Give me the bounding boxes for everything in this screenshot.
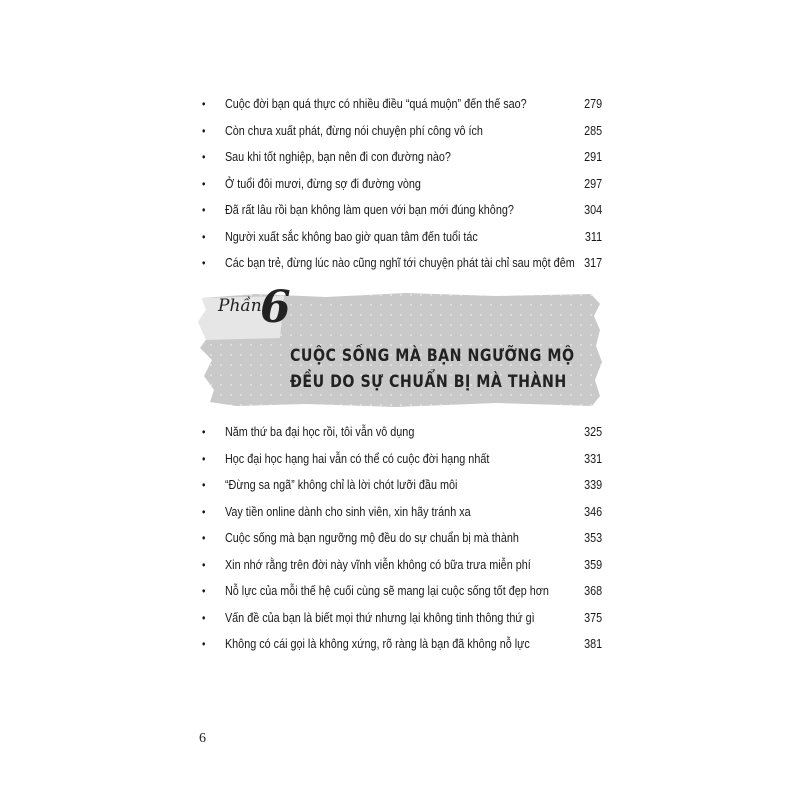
- bullet: •: [202, 531, 206, 545]
- part-banner: [196, 282, 606, 410]
- toc-entry[interactable]: [202, 451, 602, 478]
- bullet: •: [202, 150, 206, 164]
- toc-entry-title: Không có cái gọi là không xứng, rõ ràng là bạn đã không nỗ lực: [224, 636, 530, 651]
- toc-entry-title: Nỗ lực của mỗi thế hệ cuối cùng sẽ mang lại cuộc sống tốt đẹp hơn: [224, 583, 549, 598]
- toc-entry[interactable]: [202, 424, 602, 451]
- bullet: •: [202, 203, 206, 217]
- toc-entry[interactable]: [202, 583, 602, 610]
- part-label: Phần: [218, 296, 262, 316]
- bullet: •: [202, 451, 206, 466]
- toc-entry[interactable]: [202, 477, 602, 504]
- toc-entry[interactable]: [202, 149, 602, 176]
- toc-entry[interactable]: [202, 202, 602, 229]
- toc-entry-title: Học đại học hạng hai vẫn có thể có cuộc đời hạng nhất: [224, 450, 490, 466]
- toc-entry-title: Đã rất lâu rồi bạn không làm quen với bạn mới đúng không?: [224, 202, 514, 217]
- toc-entry-title: Cuộc đời bạn quá thực có nhiều điều “quá muộn” đến thế sao?: [224, 96, 527, 111]
- bullet: •: [202, 478, 206, 492]
- toc-entry-page: 346: [584, 503, 603, 519]
- toc-entry-page: 353: [584, 530, 603, 545]
- toc-entry[interactable]: [202, 176, 602, 203]
- toc-entry[interactable]: [202, 610, 602, 637]
- toc-entry-title: Các bạn trẻ, đừng lúc nào cũng nghĩ tới chuyện phát tài chỉ sau một đêm: [224, 255, 575, 270]
- toc-entry[interactable]: [202, 229, 602, 256]
- toc-entry[interactable]: [202, 504, 602, 531]
- toc-entry-title: Vấn đề của bạn là biết mọi thứ nhưng lại không tinh thông thứ gì: [224, 609, 535, 625]
- toc-entry-title: Vay tiền online dành cho sinh viên, xin hãy tránh xa: [224, 503, 471, 519]
- toc-entry-title: “Đừng sa ngã” không chỉ là lời chót lưỡi đầu môi: [224, 477, 458, 492]
- toc-entry-page: 311: [584, 228, 603, 244]
- bullet: •: [202, 584, 206, 598]
- page-number: 6: [199, 731, 206, 746]
- toc-entry-page: 297: [584, 175, 603, 191]
- bullet: •: [202, 123, 206, 138]
- bullet: •: [202, 176, 206, 191]
- toc-entry-page: 325: [584, 424, 603, 439]
- toc-entry[interactable]: [202, 255, 602, 282]
- toc-entry-title: Năm thứ ba đại học rồi, tôi vẫn vô dụng: [224, 424, 415, 439]
- bullet: •: [202, 610, 206, 625]
- toc-entry-title: Người xuất sắc không bao giờ quan tâm đến tuổi tác: [224, 228, 478, 244]
- toc-entry-page: 279: [584, 96, 603, 111]
- bullet: •: [202, 229, 206, 244]
- part-title-line-2: ĐỀU DO SỰ CHUẨN BỊ MÀ THÀNH: [290, 372, 567, 391]
- toc-entry-page: 381: [584, 636, 603, 651]
- toc-entry-title: Sau khi tốt nghiệp, bạn nên đi con đường nào?: [224, 149, 451, 164]
- toc-entry-page: 339: [584, 477, 603, 492]
- toc-entry-page: 317: [584, 255, 603, 270]
- toc-list-before: [202, 96, 602, 282]
- bullet: •: [202, 504, 206, 519]
- bullet: •: [202, 637, 206, 651]
- part-title-line-1: CUỘC SỐNG MÀ BẠN NGƯỠNG MỘ: [290, 346, 575, 365]
- toc-entry-page: 368: [584, 583, 603, 598]
- toc-entry[interactable]: [202, 123, 602, 150]
- toc-entry[interactable]: [202, 530, 602, 557]
- toc-list-after: [202, 424, 602, 663]
- toc-entry-title: Cuộc sống mà bạn ngưỡng mộ đều do sự chuẩn bị mà thành: [224, 530, 519, 545]
- toc-entry-page: 285: [584, 122, 603, 138]
- toc-entry-page: 375: [584, 609, 603, 625]
- bullet: •: [202, 557, 206, 572]
- toc-entry-page: 291: [584, 149, 603, 164]
- toc-entry-title: Xin nhớ rằng trên đời này vĩnh viễn không có bữa trưa miễn phí: [224, 556, 531, 572]
- part-number: 6: [260, 282, 291, 333]
- bullet: •: [202, 256, 206, 270]
- toc-entry-title: Còn chưa xuất phát, đừng nói chuyện phí công vô ích: [224, 122, 483, 138]
- bullet: •: [202, 425, 206, 439]
- toc-entry[interactable]: [202, 96, 602, 123]
- toc-entry-title: Ở tuổi đôi mươi, đừng sợ đi đường vòng: [224, 175, 421, 191]
- bullet: •: [202, 97, 206, 111]
- toc-entry[interactable]: [202, 636, 602, 663]
- toc-entry-page: 331: [584, 450, 603, 466]
- toc-entry-page: 304: [584, 202, 603, 217]
- toc-entry-page: 359: [584, 556, 603, 572]
- toc-entry[interactable]: [202, 557, 602, 584]
